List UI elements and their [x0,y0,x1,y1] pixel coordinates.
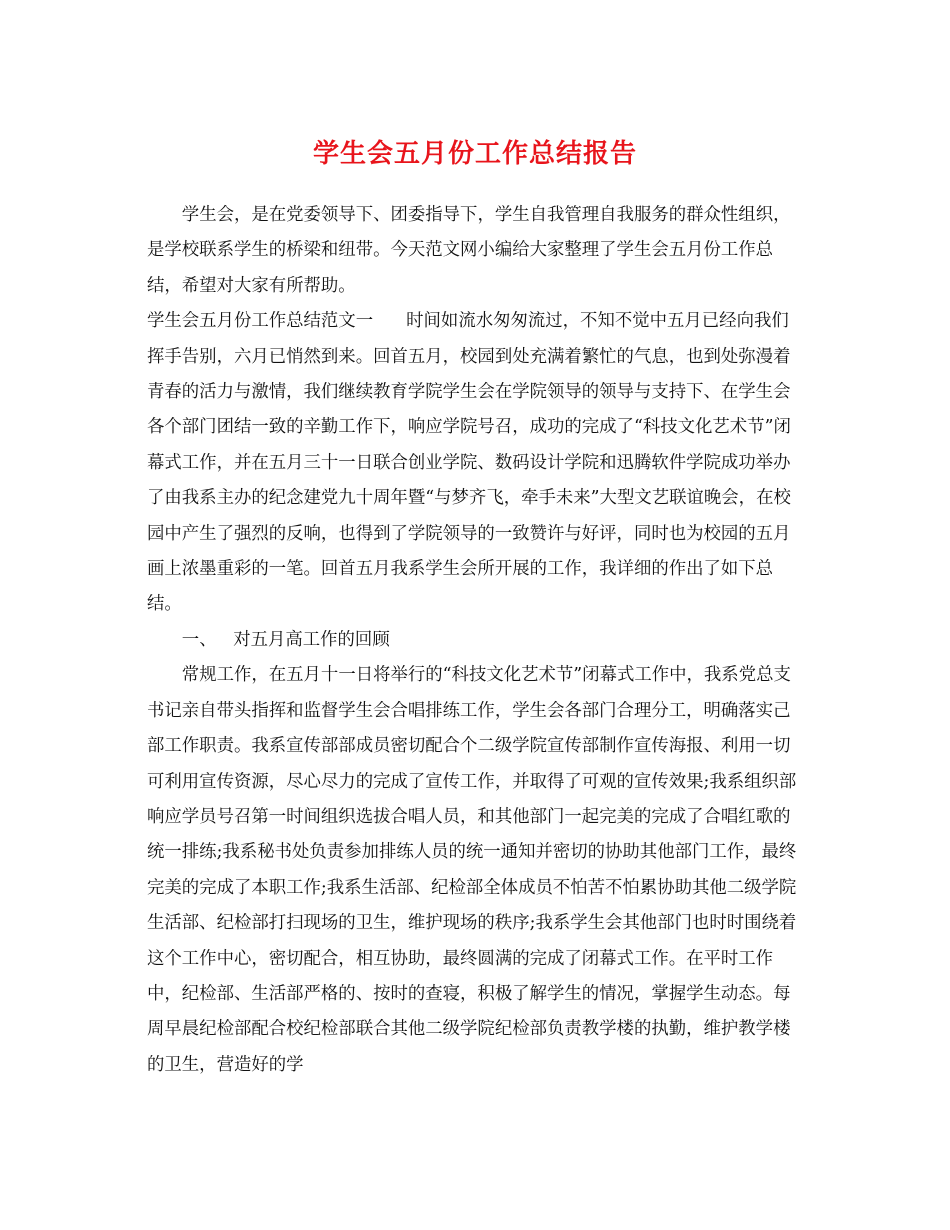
sample-paragraph [147,304,803,623]
section-body-paragraph: 常规工作，在五月十一日将举行的“科技文化艺术节”闭幕式工作中，我系党总支书记亲自带头指挥和监督学生会合唱排练工作，学生会各部门合理分工，明确落实己部工作职责。我系宣传部部成员密切配合个二级学院宣传部制作宣传海报、利用一切可利用宣传资源，尽心尽力的完成了宣传工作，并取得了可观的宣传效果;我系组织部响应学员号召第一时间组织选拔合唱人员，和其他部门一起完美的完成了合唱红歌的统一排练;我系秘书处负责参加排练人员的统一通知并密切的协助其他部门工作，最终完美的完成了本职工作;我系生活部、纪检部全体成员不怕苦不怕累协助其他二级学院生活部、纪检部打扫现场的卫生，维护现场的秩序;我系学生会其他部门也时时围绕着这个工作中心，密切配合，相互协助，最终圆满的完成了闭幕式工作。在平时工作中，纪检部、生活部严格的、按时的查寝，积极了解学生的情况，掌握学生动态。每周早晨纪检部配合校纪检部联合其他二级学院纪检部负责教学楼的执勤，维护教学楼的卫生，营造好的学 [147,665,797,1075]
document-body [147,198,803,1083]
intro-paragraph: 学生会，是在党委领导下、团委指导下，学生自我管理自我服务的群众性组织，是学校联系学生的桥梁和纽带。今天范文网小编给大家整理了学生会五月份工作总结，希望对大家有所帮助。 [147,205,791,296]
section-title: 对五月高工作的回顾 [233,629,390,650]
sample-heading: 学生会五月份工作总结范文一 [147,311,374,332]
sample-body: 时间如流水匆匆流过，不知不觉中五月已经向我们挥手告别，六月已悄然到来。回首五月，校园到处充满着繁忙的气息，也到处弥漫着青春的活力与激情，我们继续教育学院学生会在学院领导的领导与支持下、在学生会各个部门团结一致的辛勤工作下，响应学院号召，成功的完成了“科技文化艺术节”闭幕式工作，并在五月三十一日联合创业学院、数码设计学院和迅腾软件学院成功举办了由我系主办的纪念建党九十周年暨“与梦齐飞，牵手未来”大型文艺联谊晚会，在校园中产生了强烈的反响，也得到了学院领导的一致赞许与好评，同时也为校园的五月画上浓墨重彩的一笔。回首五月我系学生会所开展的工作，我详细的作出了如下总结。 [147,311,791,615]
section-number: 一、 [181,629,217,650]
document-title: 学生会五月份工作总结报告 [312,139,637,169]
section-heading [147,623,803,658]
